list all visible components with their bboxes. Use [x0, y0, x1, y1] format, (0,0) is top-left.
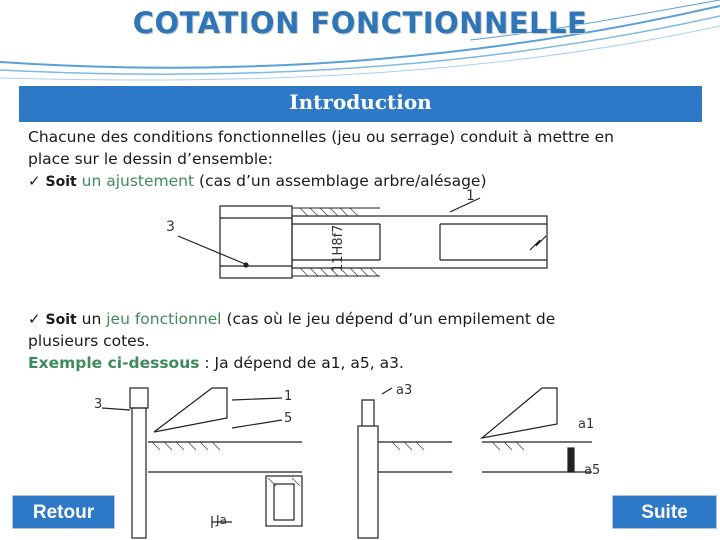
bullet-highlight: un ajustement	[81, 172, 195, 190]
drawing-label-a3: a3	[396, 383, 413, 398]
bullet-jeu	[28, 309, 555, 331]
bullet-highlight: jeu fonctionnel	[106, 310, 222, 328]
fit-tolerance-label: 11H8f7	[331, 224, 346, 272]
section-banner	[19, 86, 702, 122]
example-rest: : Ja dépend de a1, a5, a3.	[204, 354, 404, 372]
next-button[interactable]: Suite	[612, 495, 717, 529]
drawing-label-a5: a5	[584, 463, 601, 478]
intro-line-1: Chacune des conditions fonctionnelles (jeu ou serrage) conduit à mettre en	[28, 128, 614, 146]
drawing-label-5: 5	[284, 411, 293, 426]
check-icon: ✓	[28, 310, 41, 328]
drawing-label-3: 3	[166, 219, 175, 235]
bullet-soit: Soit	[45, 174, 77, 190]
section-title: Introduction	[289, 90, 432, 114]
slide-title: COTATION FONCTIONNELLE	[132, 6, 588, 40]
example-label: Exemple ci-dessous	[28, 354, 200, 372]
example-line	[28, 353, 404, 374]
drawing-label-a1: a1	[578, 417, 595, 432]
back-button[interactable]: Retour	[12, 495, 115, 529]
drawing-label-1: 1	[284, 389, 293, 404]
check-icon: ✓	[28, 172, 41, 190]
clearance-stackup-drawing	[92, 380, 612, 540]
drawing-label-3: 3	[94, 397, 103, 412]
bullet-jeu-line-2: plusieurs cotes.	[28, 332, 150, 350]
drawing-label-1: 1	[466, 188, 475, 204]
fit-assembly-drawing	[150, 184, 560, 294]
drawing-label-ja: Ja	[216, 513, 227, 527]
bullet-plain: un	[81, 310, 102, 328]
bullet-soit: Soit	[45, 312, 77, 328]
intro-line-2: place sur le dessin d’ensemble:	[28, 150, 273, 168]
bullet-rest: (cas d’un assemblage arbre/alésage)	[199, 172, 487, 190]
bullet-rest: (cas où le jeu dépend d’un empilement de	[226, 310, 556, 328]
